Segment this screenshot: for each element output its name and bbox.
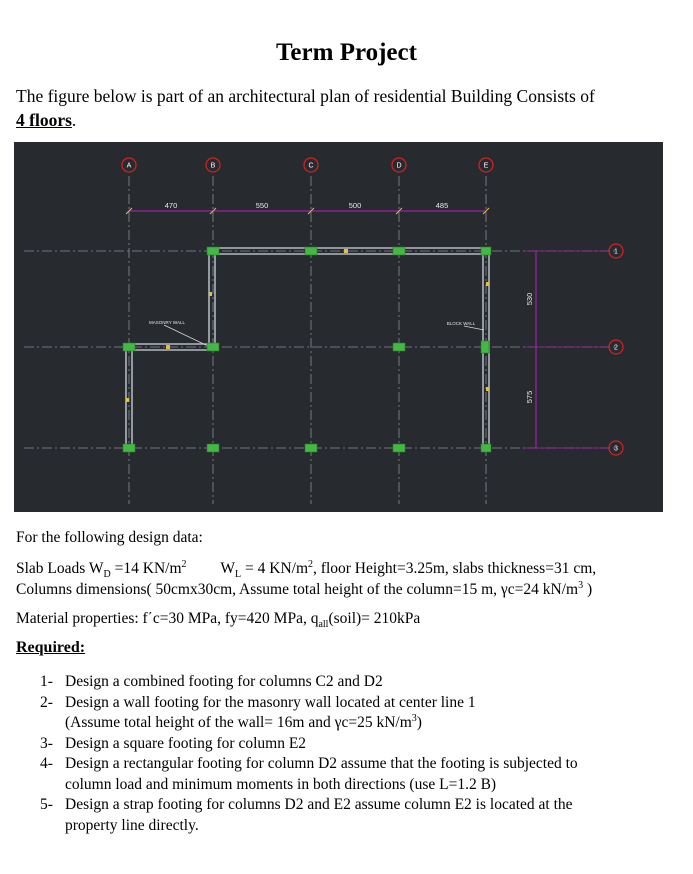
column-a2 (123, 343, 135, 351)
dim-a-b: 470 (164, 201, 178, 210)
item-text-2b: ) (416, 714, 422, 731)
item-number: 5- (40, 796, 53, 813)
dim-d-e: 485 (435, 201, 449, 210)
intro-period: . (71, 110, 77, 130)
list-item (40, 795, 665, 836)
item-number: 2- (40, 693, 53, 711)
grid-label-2: 2 (614, 344, 618, 352)
material-text-b: (soil)= 210kPa (328, 610, 421, 627)
slab-loads-label: Slab Loads W (16, 560, 104, 577)
wl-after: , floor Height=3.25m, slabs thickness=31 cm, (313, 560, 597, 577)
wl-value: = 4 KN/m (241, 560, 309, 577)
column-b1 (207, 247, 219, 255)
wd-value: =14 KN/m (110, 560, 182, 577)
wd-subscript: D (103, 569, 111, 581)
right-dimension (524, 251, 609, 448)
dim-2-3: 575 (525, 390, 534, 404)
dim-b-c: 550 (255, 201, 269, 210)
grid-label-e: E (483, 162, 489, 170)
page-title: Term Project (276, 39, 417, 66)
grid-bubbles-columns (122, 158, 493, 172)
columns-dimensions: Columns dimensions( 50cmx30cm, Assume total height of the column=15 m, γc=24 kN/m (16, 581, 579, 598)
masonry-wall-label: MASONRY WALL (149, 320, 185, 325)
beam-tags (126, 249, 489, 402)
architectural-plan (14, 142, 663, 512)
item-number: 4- (40, 755, 53, 772)
item-text-2: column load and minimum moments in both directions (use L=1.2 B) (65, 775, 497, 793)
grid-label-b: B (210, 162, 216, 170)
plan-drawing (14, 142, 663, 512)
intro-paragraph (16, 84, 680, 132)
wl-subscript: L (235, 569, 242, 581)
grid-lines (24, 176, 616, 504)
wl-superscript: 2 (308, 558, 314, 570)
list-item (40, 734, 665, 755)
material-subscript: all (318, 619, 329, 631)
column-e3 (481, 444, 491, 452)
grid-label-a: A (126, 162, 132, 170)
required-heading: Required: (16, 639, 86, 656)
required-list (40, 672, 665, 836)
column-c1 (305, 247, 317, 255)
item-text: Design a rectangular footing for column D2 assume that the footing is subjected to (65, 755, 578, 772)
block-wall-label: BLOCK WALL (446, 321, 476, 326)
item-number: 3- (40, 734, 53, 752)
grid-bubbles-rows (609, 244, 623, 455)
intro-text: The figure below is part of an architectural plan of residential Building Consists of (16, 86, 595, 106)
columns-close: ) (583, 581, 593, 598)
item-superscript: 3 (411, 712, 417, 724)
walls (124, 248, 490, 448)
column-b2 (207, 343, 219, 351)
item-text: Design a square footing for column E2 (65, 734, 307, 752)
intro-floors: 4 floors (16, 110, 72, 130)
column-e1 (481, 247, 491, 255)
item-text-2a: (Assume total height of the wall= 16m and γc=25 kN/m (65, 714, 412, 731)
list-item (40, 754, 665, 795)
column-c3 (305, 444, 317, 452)
design-data-heading: For the following design data: (16, 529, 203, 546)
list-item (40, 693, 665, 734)
top-dimension (126, 201, 489, 214)
list-item (40, 672, 665, 693)
material-properties (16, 608, 680, 629)
grid-label-d: D (396, 162, 402, 170)
dim-1-2: 530 (525, 292, 534, 306)
column-d3 (393, 444, 405, 452)
item-number: 1- (40, 673, 53, 690)
grid-label-c: C (308, 162, 314, 170)
grid-label-3: 3 (614, 445, 618, 453)
item-text: Design a wall footing for the masonry wall located at center line 1 (65, 693, 476, 711)
column-e2 (481, 341, 489, 353)
column-d2 (393, 343, 405, 351)
grid-label-1: 1 (614, 248, 618, 256)
item-text: Design a combined footing for columns C2 and D2 (65, 673, 383, 690)
column-a3 (123, 444, 135, 452)
wl-label: W (220, 560, 236, 577)
dim-c-d: 500 (348, 201, 362, 210)
item-text: Design a strap footing for columns D2 and E2 assume column E2 is located at the (65, 796, 573, 813)
wd-superscript: 2 (181, 558, 187, 570)
item-text-2: property line directly. (65, 816, 199, 834)
columns-superscript: 3 (578, 579, 584, 591)
design-data-loads (16, 558, 680, 600)
material-text-a: Material properties: f΄c=30 MPa, fy=420 MPa, q (16, 610, 319, 627)
column-b3 (207, 444, 219, 452)
column-d1 (393, 247, 405, 255)
